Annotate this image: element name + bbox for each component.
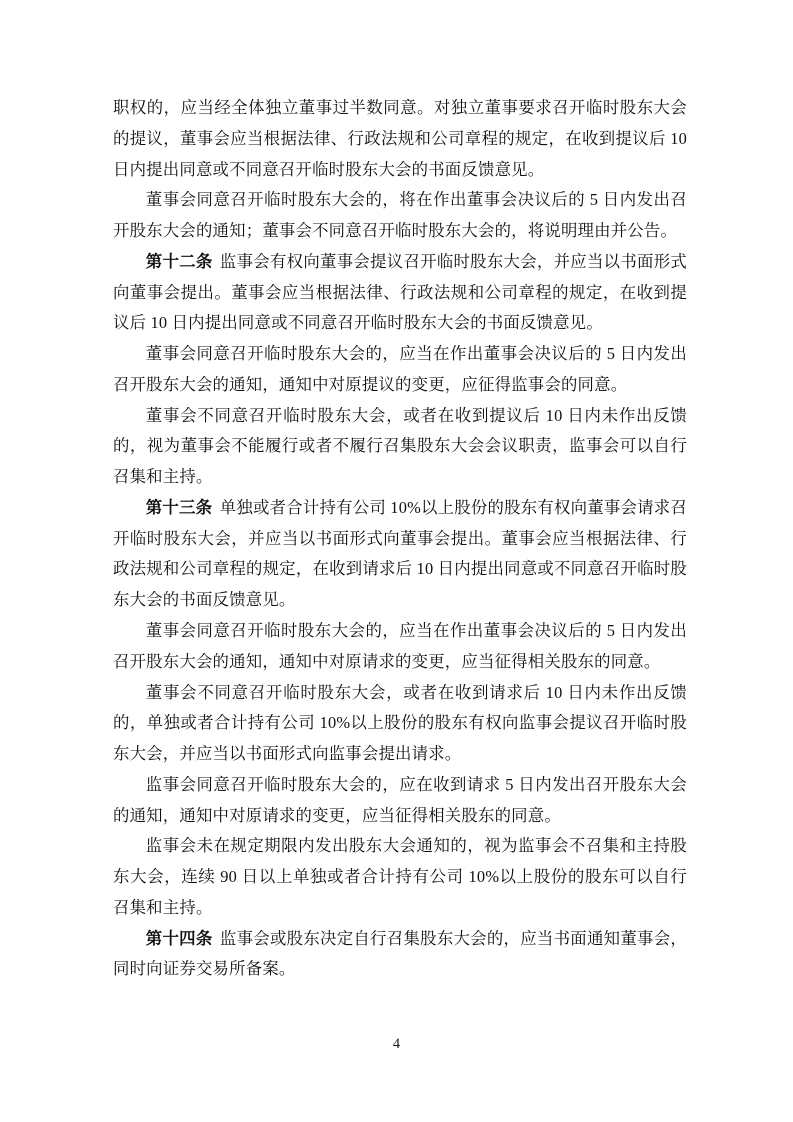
page-number: 4 <box>392 1036 401 1052</box>
body-paragraph <box>113 616 687 678</box>
paragraph-text: 单独或者合计持有公司 10%以上股份的股东有权向董事会请求召开临时股东大会，并应当以书面形式向董事会提出。董事会应当根据法律、行政法规和公司章程的规定，在收到请求后 10 日内提出同意或不同意召开临时股东大会的书面反馈意见。 <box>113 497 687 610</box>
body-paragraph <box>113 93 687 185</box>
body-paragraph <box>113 339 687 401</box>
paragraph-text: 监事会同意召开临时股东大会的，应在收到请求 5 日内发出召开股东大会的通知，通知中对原请求的变更，应当征得相关股东的同意。 <box>113 774 687 825</box>
body-paragraph <box>113 185 687 247</box>
article-paragraph <box>113 247 687 339</box>
body-paragraph <box>113 770 687 832</box>
paragraph-text: 董事会不同意召开临时股东大会，或者在收到提议后 10 日内未作出反馈的，视为董事会不能履行或者不履行召集股东大会会议职责，监事会可以自行召集和主持。 <box>113 405 687 487</box>
body-paragraph <box>113 401 687 493</box>
paragraph-text: 监事会未在规定期限内发出股东大会通知的，视为监事会不召集和主持股东大会，连续 90 日以上单独或者合计持有公司 10%以上股份的股东可以自行召集和主持。 <box>113 836 687 917</box>
article-number: 第十四条 <box>145 928 213 948</box>
paragraph-text: 董事会同意召开临时股东大会的，应当在作出董事会决议后的 5 日内发出召开股东大会的通知，通知中对原请求的变更，应当征得相关股东的同意。 <box>113 621 687 671</box>
body-paragraph <box>113 678 687 770</box>
paragraph-text: 董事会同意召开临时股东大会的，将在作出董事会决议后的 5 日内发出召开股东大会的通知；董事会不同意召开临时股东大会的，将说明理由并公告。 <box>113 190 687 241</box>
article-number: 第十三条 <box>145 497 213 517</box>
paragraph-text: 监事会有权向董事会提议召开临时股东大会，并应当以书面形式向董事会提出。董事会应当根据法律、行政法规和公司章程的规定，在收到提议后 10 日内提出同意或不同意召开临时股东大会的书面反馈意见。 <box>113 251 687 333</box>
paragraph-text: 董事会不同意召开临时股东大会，或者在收到请求后 10 日内未作出反馈的，单独或者合计持有公司 10%以上股份的股东有权向监事会提议召开临时股东大会，并应当以书面形式向监事会提出请求。 <box>113 682 687 764</box>
paragraph-text: 监事会或股东决定自行召集股东大会的，应当书面通知董事会，同时向证券交易所备案。 <box>113 928 687 979</box>
paragraph-text: 职权的，应当经全体独立董事过半数同意。对独立董事要求召开临时股东大会的提议，董事会应当根据法律、行政法规和公司章程的规定，在收到提议后 10 日内提出同意或不同意召开临时股东大会的书面反馈意见。 <box>113 98 687 179</box>
article-paragraph <box>113 493 687 616</box>
article-paragraph <box>113 924 687 986</box>
article-number: 第十二条 <box>145 251 213 271</box>
body-paragraph <box>113 831 687 923</box>
document-body <box>113 93 687 985</box>
paragraph-text: 董事会同意召开临时股东大会的，应当在作出董事会决议后的 5 日内发出召开股东大会的通知，通知中对原提议的变更，应征得监事会的同意。 <box>113 344 687 394</box>
